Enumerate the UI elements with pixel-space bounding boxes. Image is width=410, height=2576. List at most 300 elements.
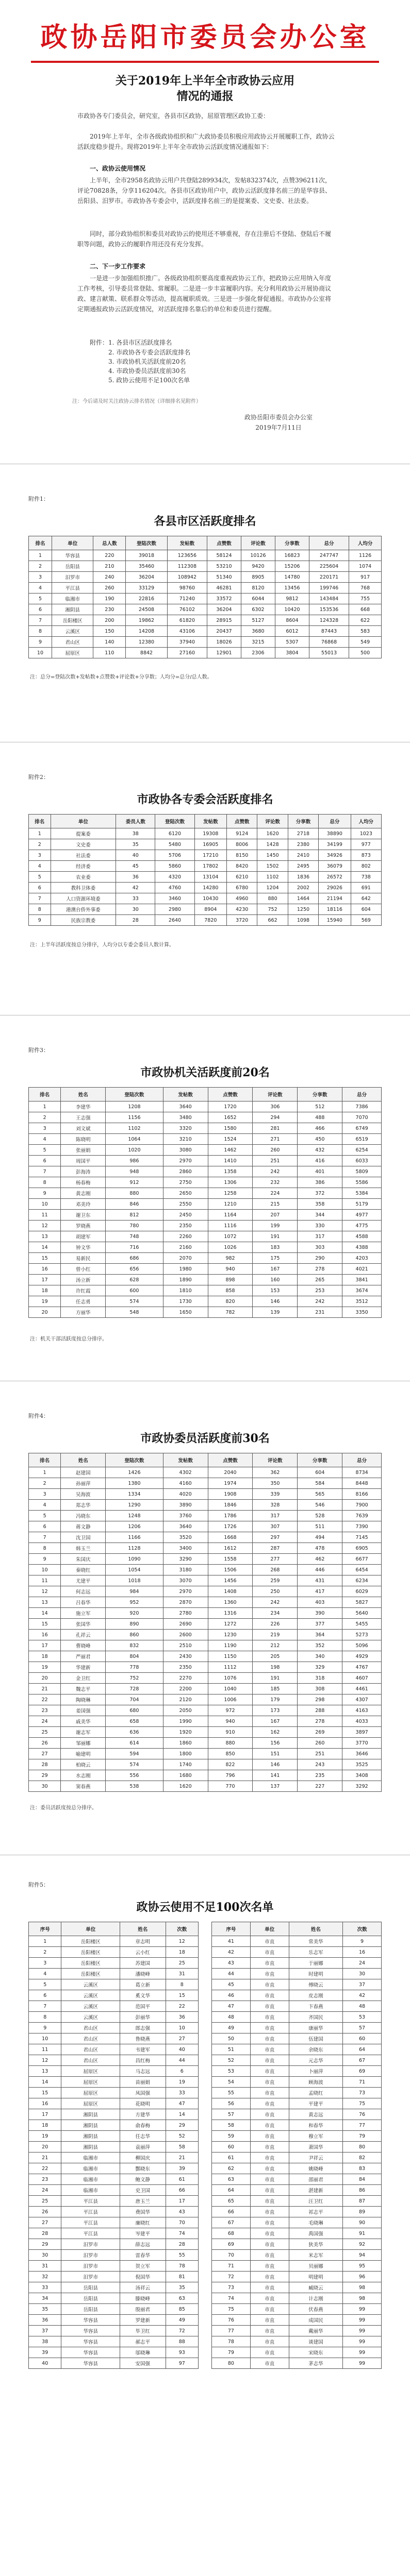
table-cell: 179 xyxy=(253,1694,298,1705)
table-cell: 3320 xyxy=(163,1123,208,1134)
table-cell: 99 xyxy=(343,2336,382,2347)
table-cell: 4 xyxy=(29,1134,61,1145)
table-cell: 彭丽华 xyxy=(120,2012,166,2023)
table-cell: 16 xyxy=(29,1630,61,1640)
table-cell: 220 xyxy=(93,550,126,561)
table-cell: 1164 xyxy=(208,1210,253,1221)
annex3-section xyxy=(0,1046,410,1406)
table-cell: 34926 xyxy=(319,850,351,861)
table-cell: 27 xyxy=(29,2217,61,2228)
table-cell: 5127 xyxy=(241,615,275,626)
table-cell: 25 xyxy=(29,2196,61,2207)
table-cell: 明建明 xyxy=(289,2272,342,2282)
table-cell: 6120 xyxy=(155,828,194,839)
column-header: 姓名 xyxy=(61,1453,106,1467)
table-cell: 胡建军 xyxy=(61,1231,106,1242)
table-cell: 87443 xyxy=(309,626,349,637)
table-row xyxy=(29,2272,199,2282)
table-cell: 205 xyxy=(253,1651,298,1662)
table-cell: 13 xyxy=(29,2066,61,2077)
table-row xyxy=(29,1958,199,1969)
table-cell: 4 xyxy=(29,583,52,594)
table-cell: 严丽君 xyxy=(61,1651,106,1662)
table-cell: 4163 xyxy=(342,1705,382,1716)
table-cell: 1054 xyxy=(106,1565,163,1575)
table-cell: 15206 xyxy=(275,561,309,572)
table-cell: 574 xyxy=(106,1759,163,1770)
table-cell: 636 xyxy=(106,1727,163,1738)
table-cell: 51 xyxy=(212,2044,251,2055)
table-cell: 王志强 xyxy=(61,1112,106,1123)
table-cell: 15 xyxy=(29,1253,61,1264)
table-cell: 73 xyxy=(343,2088,382,2098)
table-cell: 70 xyxy=(166,2217,198,2228)
table-cell: 1426 xyxy=(106,1467,163,1478)
table-row xyxy=(29,2217,199,2228)
table-cell: 金卫红 xyxy=(61,1673,106,1684)
table-cell: 2495 xyxy=(288,861,318,872)
table-cell: 倪国华 xyxy=(120,2272,166,2282)
table-row xyxy=(29,1532,382,1543)
table-cell: 4775 xyxy=(342,1221,382,1231)
table-cell: 1006 xyxy=(208,1694,253,1705)
heading-usage: 一、政协云使用情况 xyxy=(90,165,146,172)
table-cell: 32 xyxy=(29,2272,61,2282)
table-cell: 卜丽萍 xyxy=(289,2066,342,2077)
table-cell: 30 xyxy=(116,904,155,915)
table-cell: 173 xyxy=(253,1705,298,1716)
table-cell: 10430 xyxy=(194,893,226,904)
table-cell: 71240 xyxy=(167,594,207,604)
table-cell: 46 xyxy=(212,1990,251,2001)
table-cell: 戴丽华 xyxy=(289,2326,342,2336)
table-cell: 29 xyxy=(29,1770,61,1781)
table-cell: 市直 xyxy=(250,2217,289,2228)
table-cell: 278 xyxy=(298,1716,342,1727)
table-cell: 50 xyxy=(212,2033,251,2044)
table-cell: 市直 xyxy=(250,2261,289,2272)
table-row xyxy=(29,1969,199,1979)
table-row xyxy=(212,2207,382,2217)
table-cell: 任志勇 xyxy=(61,1296,106,1307)
table-cell: 平江县 xyxy=(61,2228,120,2239)
table-row xyxy=(29,1166,382,1177)
table-cell: 66 xyxy=(166,2185,198,2196)
table-cell: 1 xyxy=(29,828,51,839)
table-cell: 478 xyxy=(298,1543,342,1554)
table-cell: 952 xyxy=(106,1597,163,1608)
table-cell: 76 xyxy=(343,2109,382,2120)
table-row xyxy=(29,2012,199,2023)
table-cell: 于丽娜 xyxy=(289,1958,342,1969)
table-cell: 港澳台侨外事委 xyxy=(51,904,116,915)
table-cell: 6519 xyxy=(342,1134,382,1145)
table-row xyxy=(212,2217,382,2228)
table-cell: 41 xyxy=(212,1936,251,1947)
table-cell: 1258 xyxy=(208,1188,253,1199)
table-cell: 88 xyxy=(166,2336,198,2347)
column-header: 登陆次数 xyxy=(126,536,168,550)
table-cell: 华容县 xyxy=(61,2358,120,2369)
table-cell: 18 xyxy=(29,2120,61,2131)
table-cell: 方建华 xyxy=(120,2109,166,2120)
table-cell: 7 xyxy=(29,2001,61,2012)
table-row xyxy=(29,2174,199,2185)
table-cell: 市直 xyxy=(250,1990,289,2001)
annex5-table-right xyxy=(211,1922,382,2369)
table-cell: 岳阳楼区 xyxy=(61,1947,120,1958)
table-cell: 1620 xyxy=(257,828,288,839)
table-cell: 330 xyxy=(298,1221,342,1231)
table-cell: 1428 xyxy=(257,839,288,850)
table-cell: 陶晓琳 xyxy=(61,1694,106,1705)
table-cell: 108942 xyxy=(167,572,207,583)
table-cell: 孙丽萍 xyxy=(61,1478,106,1489)
table-cell: 柳国庆 xyxy=(120,2153,166,2163)
table-cell: 488 xyxy=(298,1112,342,1123)
table-cell: 市直 xyxy=(250,2304,289,2315)
table-cell: 2 xyxy=(29,1112,61,1123)
table-cell: 574 xyxy=(106,1296,163,1307)
table-cell: 231 xyxy=(298,1307,342,1318)
table-row xyxy=(29,1264,382,1275)
table-cell: 28915 xyxy=(207,615,241,626)
table-cell: 4960 xyxy=(227,893,257,904)
table-cell: 44 xyxy=(166,2055,198,2066)
table-cell: 顾海波 xyxy=(289,2077,342,2088)
table-cell: 郎志强 xyxy=(120,2023,166,2033)
table-cell: 禹国强 xyxy=(289,2228,342,2239)
table-cell: 658 xyxy=(106,1716,163,1727)
table-cell: 4021 xyxy=(342,1264,382,1275)
table-cell: 市直 xyxy=(250,2207,289,2217)
table-cell: 岳阳县 xyxy=(61,2293,120,2304)
table-cell: 罗晓燕 xyxy=(61,1221,106,1231)
table-cell: 151 xyxy=(253,1749,298,1759)
table-cell: 45 xyxy=(212,1979,251,1990)
table-row xyxy=(212,2347,382,2358)
table-cell: 64 xyxy=(212,2185,251,2196)
table-cell: 200 xyxy=(93,615,126,626)
table-cell: 余晓东 xyxy=(289,2044,342,2055)
table-cell: 汨罗市 xyxy=(61,2261,120,2272)
table-cell: 临湘市 xyxy=(61,2153,120,2163)
table-cell: 穆立军 xyxy=(289,2131,342,2142)
table-row xyxy=(29,1608,382,1619)
table-cell: 潘晓峰 xyxy=(120,1969,166,1979)
table-cell: 226 xyxy=(253,1619,298,1630)
table-cell: 1836 xyxy=(288,872,318,883)
table-cell: 1128 xyxy=(106,1543,163,1554)
annex3-title: 市政协机关活跃度前20名 xyxy=(140,1066,270,1079)
table-cell: 邬晓琳 xyxy=(120,2347,166,2358)
table-cell: 350 xyxy=(253,1478,298,1489)
table-cell: 15940 xyxy=(319,915,351,926)
table-cell: 时建明 xyxy=(289,1969,342,1979)
table-cell: 华容县 xyxy=(61,2336,120,2347)
table-cell: 99 xyxy=(343,2315,382,2326)
table-cell: 17210 xyxy=(194,850,226,861)
column-header: 排名 xyxy=(29,815,51,828)
table-cell: 3 xyxy=(29,572,52,583)
table-cell: 98 xyxy=(343,2282,382,2293)
annex2-section xyxy=(0,773,410,989)
table-cell: 224 xyxy=(253,1188,298,1199)
table-cell: 湘阴县 xyxy=(61,2120,120,2131)
table-cell: 市直 xyxy=(250,2347,289,2358)
table-cell: 3460 xyxy=(155,893,194,904)
table-cell: 417 xyxy=(298,1586,342,1597)
annex-list-item: 3. 市政协机关活跃度前20名 xyxy=(108,358,186,365)
table-cell: 24 xyxy=(29,1716,61,1727)
table-cell: 3400 xyxy=(163,1543,208,1554)
table-cell: 584 xyxy=(298,1478,342,1489)
table-cell: 873 xyxy=(351,850,381,861)
table-cell: 吕春华 xyxy=(61,1597,106,1608)
table-cell: 78 xyxy=(212,2336,251,2347)
table-cell: 71 xyxy=(343,2077,382,2088)
table-cell: 30 xyxy=(29,1781,61,1792)
table-cell: 市直 xyxy=(250,2282,289,2293)
table-cell: 13456 xyxy=(275,583,309,594)
table-row xyxy=(212,2023,382,2033)
table-cell: 20 xyxy=(29,1673,61,1684)
table-row xyxy=(212,2001,382,2012)
table-cell: 1890 xyxy=(163,1275,208,1285)
table-cell: 湛建新 xyxy=(289,2185,342,2196)
table-row xyxy=(29,861,382,872)
table-cell: 13104 xyxy=(194,872,226,883)
table-cell: 940 xyxy=(208,1264,253,1275)
table-cell: 288 xyxy=(298,1705,342,1716)
column-header: 发帖数 xyxy=(163,1088,208,1101)
table-cell: 9 xyxy=(29,1188,61,1199)
column-header: 分享数 xyxy=(288,815,318,828)
annex4-note: 注：委员活跃度按总分排序。 xyxy=(30,1805,97,1811)
table-row xyxy=(29,572,382,583)
table-row xyxy=(29,1936,199,1947)
table-row xyxy=(212,2120,382,2131)
table-cell: 1272 xyxy=(208,1619,253,1630)
table-cell: 28 xyxy=(166,2239,198,2250)
table-cell: 240 xyxy=(93,572,126,583)
table-cell: 42 xyxy=(343,1990,382,2001)
table-cell: 716 xyxy=(106,1242,163,1253)
table-cell: 21 xyxy=(29,2153,61,2163)
table-cell: 199 xyxy=(253,1221,298,1231)
table-row xyxy=(29,2023,199,2033)
table-cell: 8 xyxy=(29,626,52,637)
table-cell: 1316 xyxy=(208,1608,253,1619)
table-row xyxy=(212,2250,382,2261)
table-cell: 8 xyxy=(29,1177,61,1188)
table-cell: 3080 xyxy=(163,1145,208,1156)
table-cell: 308 xyxy=(298,1684,342,1694)
table-cell: 2306 xyxy=(241,648,275,658)
column-header: 分享数 xyxy=(298,1453,342,1467)
table-cell: 4760 xyxy=(155,883,194,893)
column-header: 序号 xyxy=(29,1922,61,1936)
table-cell: 160 xyxy=(253,1275,298,1285)
signature-date: 2019年7月11日 xyxy=(255,424,302,431)
table-row xyxy=(29,1210,382,1221)
table-cell: 12 xyxy=(29,2055,61,2066)
table-cell: 汪卫红 xyxy=(289,2196,342,2207)
table-cell: 912 xyxy=(106,1177,163,1188)
table-cell: 748 xyxy=(106,1231,163,1242)
table-cell: 49 xyxy=(166,2315,198,2326)
table-cell: 2718 xyxy=(288,828,318,839)
table-row xyxy=(212,2196,382,2207)
table-cell: 华容县 xyxy=(52,550,93,561)
table-cell: 伍建国 xyxy=(289,2033,342,2044)
table-cell: 4033 xyxy=(342,1716,382,1727)
table-header-row xyxy=(212,1922,382,1936)
table-row xyxy=(29,1285,382,1296)
table-cell: 曾小红 xyxy=(61,1264,106,1275)
table-cell: 31 xyxy=(166,1969,198,1979)
table-cell: 2980 xyxy=(155,904,194,915)
table-row xyxy=(29,1221,382,1231)
table-row xyxy=(29,1500,382,1511)
table-cell: 谈建国 xyxy=(289,2336,342,2347)
table-cell: 7386 xyxy=(342,1101,382,1112)
table-cell: 339 xyxy=(253,1489,298,1500)
table-row xyxy=(29,626,382,637)
table-cell: 史卫国 xyxy=(120,2185,166,2196)
table-row xyxy=(29,1123,382,1134)
table-cell: 君山区 xyxy=(52,637,93,648)
table-cell: 5 xyxy=(29,872,51,883)
table-cell: 260 xyxy=(253,1145,298,1156)
column-header: 点赞数 xyxy=(208,1453,253,1467)
table-cell: 432 xyxy=(298,1145,342,1156)
table-cell: 4302 xyxy=(163,1467,208,1478)
table-cell: 235 xyxy=(298,1770,342,1781)
table-cell: 1290 xyxy=(106,1500,163,1511)
table-cell: 140 xyxy=(93,637,126,648)
table-cell: 1 xyxy=(29,1936,61,1947)
table-row xyxy=(29,2131,199,2142)
table-cell: 1464 xyxy=(288,893,318,904)
table-cell: 唐玉兰 xyxy=(120,2196,166,2207)
table-cell: 市直 xyxy=(250,2336,289,2347)
table-cell: 1456 xyxy=(208,1575,253,1586)
table-cell: 403 xyxy=(298,1597,342,1608)
table-cell: 1 xyxy=(29,550,52,561)
table-cell: 1026 xyxy=(208,1242,253,1253)
table-cell: 8 xyxy=(29,904,51,915)
table-cell: 14780 xyxy=(275,572,309,583)
table-cell: 153 xyxy=(253,1285,298,1296)
table-cell: 张国华 xyxy=(61,1619,106,1630)
table-cell: 22 xyxy=(166,2001,198,2012)
table-cell: 511 xyxy=(298,1521,342,1532)
table-cell: 市直 xyxy=(250,2066,289,2077)
table-cell: 岳阳县 xyxy=(61,2304,120,2315)
table-cell: 窦春燕 xyxy=(61,1781,106,1792)
table-cell: 魏志平 xyxy=(61,1684,106,1694)
table-cell: 8842 xyxy=(126,648,168,658)
table-cell: 61 xyxy=(166,2174,198,2185)
table-cell: 市直 xyxy=(250,2033,289,2044)
table-row xyxy=(29,1640,382,1651)
table-cell: 846 xyxy=(106,1199,163,1210)
table-row xyxy=(29,1781,382,1792)
table-cell: 35 xyxy=(166,2282,198,2293)
table-cell: 1524 xyxy=(208,1134,253,1145)
table-cell: 12380 xyxy=(126,637,168,648)
annex-list-item: 2. 市政协各专委会活跃度排名 xyxy=(108,349,191,356)
table-cell: 34 xyxy=(29,2293,61,2304)
table-cell: 14 xyxy=(29,1608,61,1619)
table-row xyxy=(212,2304,382,2315)
table-cell: 3680 xyxy=(241,626,275,637)
table-cell: 1248 xyxy=(106,1511,163,1521)
table-row xyxy=(212,1979,382,1990)
table-cell: 212 xyxy=(253,1640,298,1651)
table-cell: 17802 xyxy=(194,861,226,872)
table-row xyxy=(29,2282,199,2293)
table-cell: 185 xyxy=(253,1684,298,1694)
table-cell: 25 xyxy=(29,1727,61,1738)
table-cell: 3215 xyxy=(241,637,275,648)
table-cell: 3640 xyxy=(163,1521,208,1532)
table-cell: 华建新 xyxy=(61,1662,106,1673)
table-cell: 2050 xyxy=(163,1705,208,1716)
table-row xyxy=(29,839,382,850)
annex1-table xyxy=(28,536,382,658)
table-cell: 章志明 xyxy=(120,1936,166,1947)
table-cell: 642 xyxy=(351,893,381,904)
table-cell: 2 xyxy=(29,1478,61,1489)
table-cell: 2270 xyxy=(163,1673,208,1684)
table-row xyxy=(29,1156,382,1166)
table-cell: 8905 xyxy=(241,572,275,583)
header-red-rule xyxy=(31,61,379,63)
table-cell: 37 xyxy=(29,2326,61,2336)
table-cell: 99 xyxy=(343,2358,382,2369)
table-row xyxy=(212,2358,382,2369)
table-row xyxy=(29,2001,199,2012)
table-cell: 812 xyxy=(106,1210,163,1221)
table-cell: 778 xyxy=(106,1662,163,1673)
table-cell: 君山区 xyxy=(61,2044,120,2055)
table-cell: 146 xyxy=(253,1296,298,1307)
paragraph-1: 2019年上半年，全市各级政协组织和广大政协委员积极应用政协云开展履职工作，政协云活跃度稳步提升。现将2019年上半年全市政协云活跃度情况通报如下： xyxy=(77,133,335,150)
table-cell: 19 xyxy=(29,1662,61,1673)
column-header: 登陆次数 xyxy=(155,815,194,828)
table-cell: 朱国庆 xyxy=(61,1554,106,1565)
table-cell: 6677 xyxy=(342,1554,382,1565)
table-cell: 538 xyxy=(106,1781,163,1792)
table-cell: 622 xyxy=(349,615,382,626)
table-cell: 8166 xyxy=(342,1489,382,1500)
table-row xyxy=(212,2088,382,2098)
annex1-section xyxy=(0,495,410,716)
table-cell: 328 xyxy=(253,1500,298,1511)
table-cell: 7070 xyxy=(342,1112,382,1123)
table-row xyxy=(29,2261,199,2272)
table-cell: 5 xyxy=(29,1511,61,1521)
table-cell: 5096 xyxy=(342,1640,382,1651)
table-cell: 110 xyxy=(93,648,126,658)
table-cell: 85 xyxy=(166,2304,198,2315)
table-cell: 吴海波 xyxy=(61,1489,106,1500)
table-row xyxy=(29,2033,199,2044)
table-cell: 2450 xyxy=(163,1210,208,1221)
table-cell: 16 xyxy=(343,1947,382,1958)
